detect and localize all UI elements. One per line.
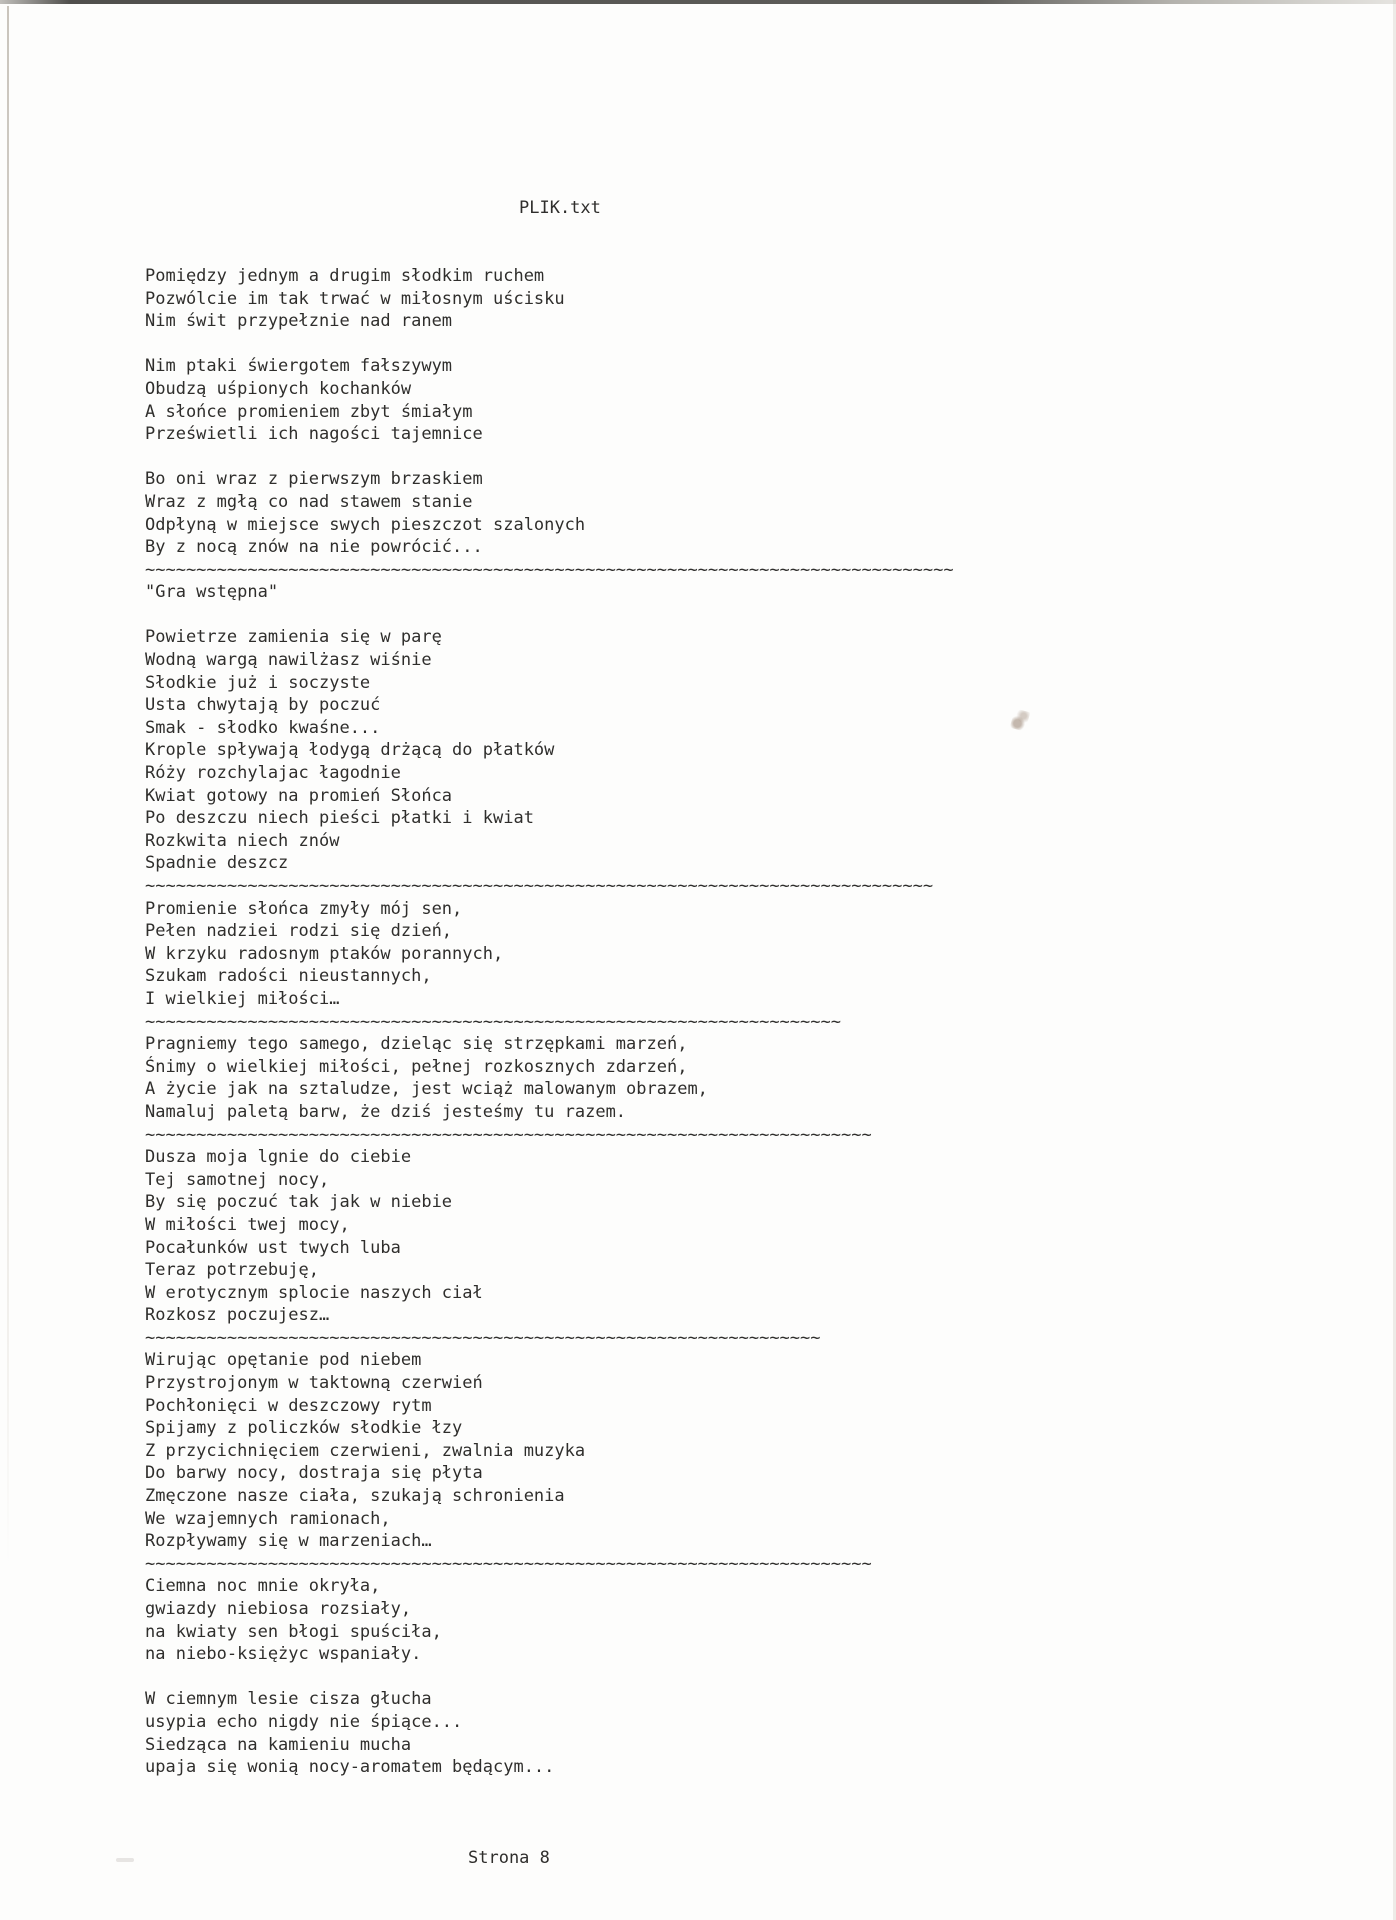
blank-line bbox=[145, 333, 1376, 356]
text-line: Nim świt przypełznie nad ranem bbox=[145, 311, 453, 332]
text-line: gwiazdy niebiosa rozsiały, bbox=[145, 1599, 412, 1619]
separator-line: ~~~~~~~~~~~~~~~~~~~~~~~~~~~~~~~~~~~~~~~~~~~~~~~~~~~~~~~~~~~~~~~~~~~~~~~ bbox=[145, 1553, 872, 1574]
text-line: Krople spływają łodygą drżącą do płatków bbox=[145, 740, 555, 761]
text-line: Do barwy nocy, dostraja się płyta bbox=[145, 1463, 483, 1484]
text-line: Kwiat gotowy na promień Słońca bbox=[145, 785, 453, 806]
text-line: Smak - słodko kwaśne... bbox=[145, 717, 381, 738]
page-number: Strona 8 bbox=[468, 1847, 550, 1868]
text-line: Wodną wargą nawilżasz wiśnie bbox=[145, 650, 432, 671]
text-line: Przystrojonym w taktowną czerwień bbox=[145, 1373, 483, 1394]
text-line: Pełen nadziei rodzi się dzień, bbox=[145, 921, 453, 942]
text-line: Słodkie już i soczyste bbox=[145, 672, 371, 693]
text-line: Spadnie deszcz bbox=[145, 853, 289, 874]
text-line: Tej samotnej nocy, bbox=[145, 1169, 330, 1190]
text-line: Zmęczone nasze ciała, szukają schronienia bbox=[145, 1486, 565, 1507]
text-line: By z nocą znów na nie powrócić... bbox=[145, 537, 483, 558]
text-line: Nim ptaki świergotem fałszywym bbox=[145, 356, 453, 377]
text-line: Spijamy z policzków słodkie łzy bbox=[145, 1418, 463, 1439]
text-line: Powietrze zamienia się w parę bbox=[145, 627, 442, 648]
blank-line bbox=[145, 1666, 1376, 1689]
text-line: Pomiędzy jednym a drugim słodkim ruchem bbox=[145, 265, 545, 286]
separator-line: ~~~~~~~~~~~~~~~~~~~~~~~~~~~~~~~~~~~~~~~~~~~~~~~~~~~~~~~~~~~~~~~~~~~~~~~~~~~~~~~ bbox=[145, 559, 954, 580]
text-line: Z przycichnięciem czerwieni, zwalnia muzyka bbox=[145, 1440, 586, 1461]
text-line: Promienie słońca zmyły mój sen, bbox=[145, 898, 463, 919]
scan-speck bbox=[116, 1858, 134, 1862]
blank-line bbox=[145, 446, 1376, 469]
blank-line bbox=[145, 604, 1376, 627]
text-line: upaja się wonią nocy-aromatem będącym... bbox=[145, 1757, 555, 1778]
separator-line: ~~~~~~~~~~~~~~~~~~~~~~~~~~~~~~~~~~~~~~~~~~~~~~~~~~~~~~~~~~~~~~~~~~ bbox=[145, 1327, 821, 1348]
scan-edge-top bbox=[0, 0, 1396, 4]
text-line: Teraz potrzebuję, bbox=[145, 1260, 319, 1281]
text-line: Pocałunków ust twych luba bbox=[145, 1237, 401, 1258]
text-line: Pragniemy tego samego, dzieląc się strzępkami marzeń, bbox=[145, 1034, 688, 1055]
separator-line: ~~~~~~~~~~~~~~~~~~~~~~~~~~~~~~~~~~~~~~~~~~~~~~~~~~~~~~~~~~~~~~~~~~~~~~~~~~~~~ bbox=[145, 876, 934, 896]
separator-line: ~~~~~~~~~~~~~~~~~~~~~~~~~~~~~~~~~~~~~~~~~~~~~~~~~~~~~~~~~~~~~~~~~~~~ bbox=[145, 1011, 841, 1032]
text-line: Odpłyną w miejsce swych pieszczot szalonych bbox=[145, 514, 586, 535]
text-line: Namaluj paletą barw, że dziś jesteśmy tu razem. bbox=[145, 1101, 627, 1122]
text-line: Dusza moja lgnie do ciebie bbox=[145, 1147, 412, 1168]
text-line: Wraz z mgłą co nad stawem stanie bbox=[145, 491, 473, 512]
text-line: Prześwietli ich nagości tajemnice bbox=[145, 424, 483, 445]
text-line: Pochłonięci w deszczowy rytm bbox=[145, 1395, 432, 1416]
text-line: Rozpływamy się w marzeniach… bbox=[145, 1531, 432, 1552]
text-line: Śnimy o wielkiej miłości, pełnej rozkosznych zdarzeń, bbox=[145, 1056, 688, 1077]
printed-text-column bbox=[145, 152, 1376, 1914]
text-line: Obudzą uśpionych kochanków bbox=[145, 378, 412, 399]
text-line: usypia echo nigdy nie śpiące... bbox=[145, 1711, 463, 1732]
text-content bbox=[145, 265, 1376, 1801]
text-line: Róży rozchylajac łagodnie bbox=[145, 763, 401, 784]
text-line: Siedząca na kamieniu mucha bbox=[145, 1734, 412, 1755]
text-line: W erotycznym splocie naszych ciał bbox=[145, 1282, 483, 1303]
text-line: W ciemnym lesie cisza głucha bbox=[145, 1689, 432, 1710]
text-line: na kwiaty sen błogi spuściła, bbox=[145, 1621, 442, 1642]
text-line: na niebo-księżyc wspaniały. bbox=[145, 1644, 422, 1665]
text-line: I wielkiej miłości… bbox=[145, 988, 340, 1009]
text-line: Po deszczu niech pieści płatki i kwiat bbox=[145, 808, 534, 829]
text-line: A słońce promieniem zbyt śmiałym bbox=[145, 401, 473, 422]
separator-line: ~~~~~~~~~~~~~~~~~~~~~~~~~~~~~~~~~~~~~~~~~~~~~~~~~~~~~~~~~~~~~~~~~~~~~~~ bbox=[145, 1124, 872, 1145]
file-name-header: PLIK.txt bbox=[519, 198, 601, 219]
text-line: "Gra wstępna" bbox=[145, 582, 279, 603]
text-line: Szukam radości nieustannych, bbox=[145, 966, 432, 987]
blank-line bbox=[145, 1779, 1376, 1802]
text-line: Bo oni wraz z pierwszym brzaskiem bbox=[145, 469, 483, 490]
text-line: Ciemna noc mnie okryła, bbox=[145, 1576, 381, 1597]
text-line: Rozkwita niech znów bbox=[145, 830, 340, 851]
text-line: W krzyku radosnym ptaków porannych, bbox=[145, 943, 504, 964]
text-line: We wzajemnych ramionach, bbox=[145, 1508, 391, 1529]
text-line: By się poczuć tak jak w niebie bbox=[145, 1192, 453, 1213]
text-line: Usta chwytają by poczuć bbox=[145, 695, 381, 716]
text-line: Rozkosz poczujesz… bbox=[145, 1305, 330, 1326]
text-line: Wirując opętanie pod niebem bbox=[145, 1350, 422, 1371]
text-line: W miłości twej mocy, bbox=[145, 1214, 350, 1235]
text-line: Pozwólcie im tak trwać w miłosnym uścisku bbox=[145, 288, 565, 309]
text-line: A życie jak na sztaludze, jest wciąż malowanym obrazem, bbox=[145, 1079, 708, 1100]
scan-edge-left bbox=[7, 6, 9, 1566]
